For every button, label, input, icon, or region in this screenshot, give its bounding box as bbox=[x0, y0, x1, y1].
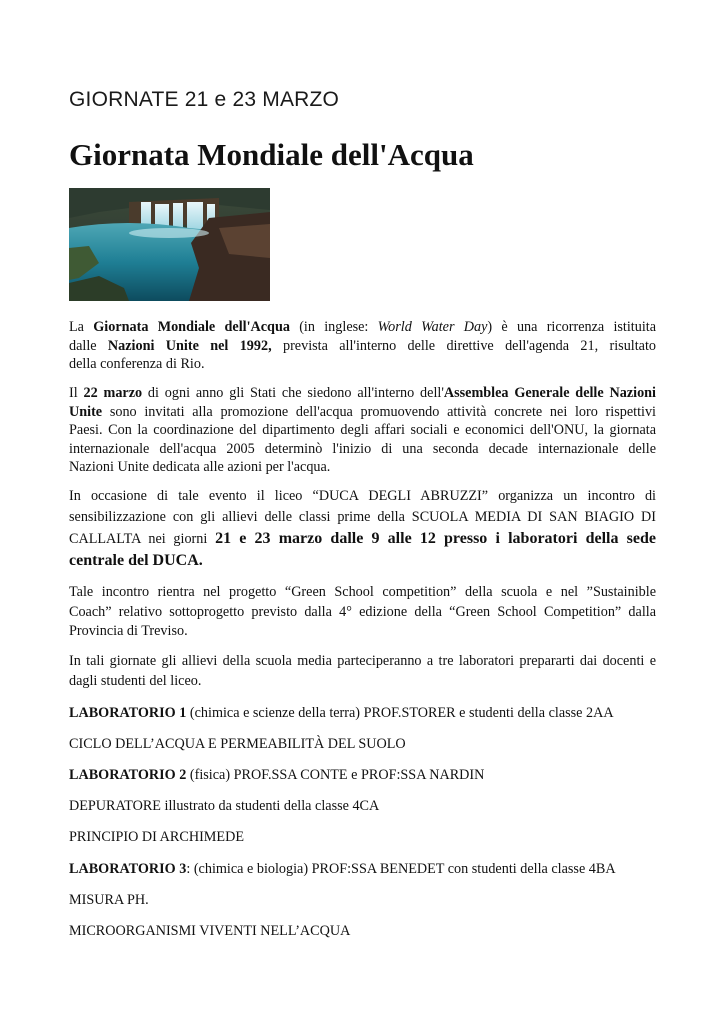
text-line: dagli studenti del liceo. bbox=[69, 672, 202, 689]
lab-1-heading bbox=[69, 704, 669, 722]
waterfall-photo bbox=[69, 188, 270, 301]
text-line: Paesi. Con la coordinazione del dipartimento degli affari sociali e economici dell'ONU, la giornata bbox=[69, 422, 656, 438]
lab-1-topic: CICLO DELL’ACQUA E PERMEABILITÀ DEL SUOLO bbox=[69, 736, 406, 752]
lab-2-topic-2: PRINCIPIO DI ARCHIMEDE bbox=[69, 829, 244, 845]
italic-text: World Water Day bbox=[377, 319, 488, 335]
paragraph-project bbox=[69, 583, 656, 642]
bold-text: Nazioni Unite nel 1992, bbox=[107, 337, 272, 354]
text-line: In tali giornate gli allievi della scuola media parteciperanno a tre laboratori prepararti dai docenti e bbox=[69, 653, 656, 669]
text-line: della conferenza di Rio. bbox=[69, 356, 205, 372]
dates-header: GIORNATE 21 e 23 MARZO bbox=[69, 88, 340, 111]
text-line: Provincia di Treviso. bbox=[69, 623, 188, 639]
text-line: sensibilizzazione con gli allievi delle classi prime della SCUOLA MEDIA DI SAN BIAGIO DI bbox=[69, 509, 656, 525]
bold-text: centrale del DUCA. bbox=[69, 552, 203, 569]
bold-text: Giornata Mondiale dell'Acqua bbox=[93, 319, 290, 335]
lab-3-heading bbox=[69, 860, 669, 878]
bold-text: 21 e 23 marzo dalle 9 alle 12 presso i laboratori della sede bbox=[215, 530, 657, 547]
text-run: di ogni anno gli Stati che siedono all'interno dell' bbox=[142, 385, 444, 401]
bold-text: LABORATORIO 2 bbox=[69, 767, 187, 783]
lab-2-topic-1: DEPURATORE illustrato da studenti della classe 4CA bbox=[69, 798, 380, 814]
text-run: : (chimica e biologia) PROF:SSA BENEDET con studenti della classe 4BA bbox=[186, 861, 616, 877]
text-line: Nazioni Unite dedicata alle azioni per l'acqua. bbox=[69, 459, 331, 475]
paragraph-intro bbox=[69, 318, 656, 374]
bold-text: Unite bbox=[69, 403, 103, 420]
bold-text: 22 marzo bbox=[83, 385, 143, 401]
bold-text: Assemblea Generale delle Nazioni bbox=[443, 385, 656, 401]
text-line: In occasione di tale evento il liceo “DUCA DEGLI ABRUZZI” organizza un incontro di bbox=[69, 488, 656, 504]
waterfall-illustration bbox=[69, 188, 270, 301]
text-line: Tale incontro rientra nel progetto “Green School competition” della scuola e nel ”Sustainible bbox=[69, 584, 656, 600]
text-run: La bbox=[69, 319, 94, 335]
paragraph-event bbox=[69, 486, 656, 571]
text-run: CALLALTA nei giorni bbox=[69, 531, 216, 547]
lab-2-heading bbox=[69, 766, 669, 784]
text-run: ) è una ricorrenza istituita bbox=[487, 319, 657, 335]
lab-3-topic-2: MICROORGANISMI VIVENTI NELL’ACQUA bbox=[69, 923, 351, 939]
text-run: dalle bbox=[69, 337, 108, 354]
page-title: Giornata Mondiale dell'Acqua bbox=[69, 137, 474, 172]
paragraph-march-22 bbox=[69, 384, 656, 477]
text-line: internazionale dell'acqua 2005 determinò l'inizio di una seconda decade internazionale delle bbox=[69, 440, 656, 457]
text-run: (chimica e scienze della terra) PROF.STORER e studenti della classe 2AA bbox=[186, 705, 614, 721]
bold-text: LABORATORIO 1 bbox=[69, 705, 187, 721]
text-run: (in inglese: bbox=[289, 319, 378, 335]
text-run: prevista all'interno delle direttive dell'agenda 21, risultato bbox=[271, 337, 657, 354]
lab-3-topic-1: MISURA PH. bbox=[69, 892, 149, 908]
text-run: sono invitati alla promozione dell'acqua promuovendo attività concrete nei loro rispettivi bbox=[102, 403, 656, 420]
bold-text: LABORATORIO 3 bbox=[69, 861, 187, 877]
text-run: (fisica) PROF.SSA CONTE e PROF:SSA NARDIN bbox=[186, 767, 485, 783]
paragraph-laboratories bbox=[69, 652, 656, 691]
text-line: Coach” relativo sottoprogetto previsto dalla 4° edizione della “Green School Competition” dalla bbox=[69, 603, 656, 620]
text-run: Il bbox=[69, 385, 84, 401]
